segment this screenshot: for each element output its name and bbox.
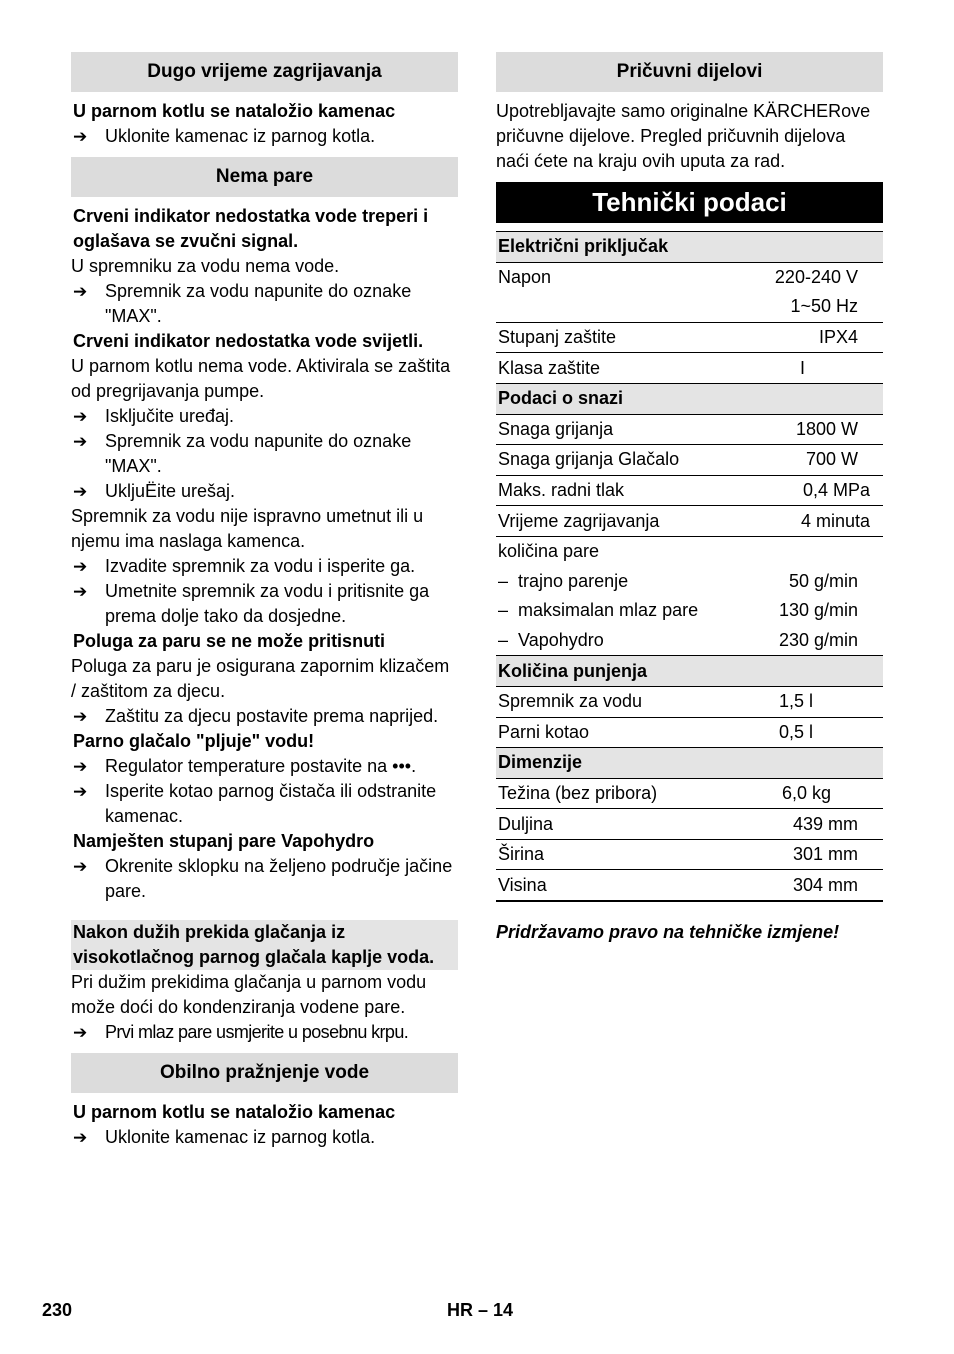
paragraph: U spremniku za vodu nema vode.: [71, 256, 340, 276]
table-row: Napon 220-240 V: [498, 266, 858, 287]
table-row: 1~50 Hz: [496, 292, 883, 322]
instruction-step: ➔ Regulator temperature postavite na •••.: [71, 754, 458, 779]
table-row: – trajno parenje 50 g/min: [498, 570, 858, 591]
instruction-step: ➔ Spremnik za vodu napunite do oznake "MAX".: [71, 429, 458, 479]
arrow-right-icon: ➔: [73, 432, 88, 451]
arrow-right-icon: ➔: [73, 282, 88, 301]
page-number: 230: [42, 1300, 73, 1320]
subheading: Poluga za paru se ne može pritisnuti: [73, 631, 386, 651]
arrow-right-icon: ➔: [73, 582, 88, 601]
instruction-step: ➔ Isperite kotao parnog čistača ili odstranite kamenac.: [71, 779, 458, 829]
instruction-step: ➔ Isključite uređaj.: [71, 404, 458, 429]
instruction-step: ➔ Okrenite sklopku na željeno područje jačine pare.: [71, 854, 458, 904]
table-row: Težina (bez pribora) 6,0 kg: [496, 778, 883, 809]
section-heading: Dugo vrijeme zagrijavanja: [71, 52, 458, 92]
instruction-step: ➔ Izvadite spremnik za vodu i isperite ga.: [71, 554, 458, 579]
table-row: Vrijeme zagrijavanja 4 minuta: [496, 506, 883, 537]
table-row: – Vapohydro 230 g/min: [496, 626, 883, 656]
table-row: količina pare: [498, 541, 600, 562]
tech-data-table: [496, 231, 883, 902]
arrow-right-icon: ➔: [73, 127, 88, 146]
paragraph: U parnom kotlu nema vode. Aktivirala se zaštita od pregrijavanja pumpe.: [71, 356, 451, 401]
table-category-row: Električni priključak: [496, 232, 883, 263]
table-row: Maks. radni tlak 0,4 MPa: [496, 475, 883, 506]
instruction-step: ➔ Uklonite kamenac iz parnog kotla.: [71, 124, 458, 149]
table-row: Spremnik za vodu 1,5 l: [496, 686, 883, 717]
arrow-right-icon: ➔: [73, 707, 88, 726]
arrow-right-icon: ➔: [73, 1128, 88, 1147]
table-row: Parni kotao 0,5 l: [496, 717, 883, 748]
subheading: Crveni indikator nedostatka vode treperi i oglašava se zvučni signal.: [73, 206, 429, 251]
subheading: Crveni indikator nedostatka vode svijetli.: [73, 331, 424, 351]
table-category-row: Količina punjenja: [496, 656, 883, 687]
subheading: U parnom kotlu se nataložio kamenac: [73, 101, 396, 121]
arrow-right-icon: ➔: [73, 1023, 88, 1042]
right-column: [496, 52, 883, 943]
table-row: Stupanj zaštite IPX4: [496, 322, 883, 353]
table-category-row: Dimenzije: [496, 748, 883, 779]
instruction-step: ➔ Prvi mlaz pare usmjerite u posebnu krpu.: [71, 1020, 458, 1045]
page-code: HR – 14: [447, 1300, 514, 1320]
section-heading: Obilno pražnjenje vode: [71, 1053, 458, 1093]
table-row: Klasa zaštite I: [496, 353, 883, 384]
arrow-right-icon: ➔: [73, 482, 88, 501]
disclaimer-note: Pridržavamo pravo na tehničke izmjene!: [496, 922, 840, 943]
arrow-right-icon: ➔: [73, 557, 88, 576]
table-row: Snaga grijanja 1800 W: [496, 414, 883, 445]
table-row: Širina 301 mm: [496, 839, 883, 870]
instruction-step: ➔ Spremnik za vodu napunite do oznake "MAX".: [71, 279, 458, 329]
left-column: [71, 52, 458, 1150]
instruction-step: ➔ UkljuËite urešaj.: [71, 479, 458, 504]
arrow-right-icon: ➔: [73, 857, 88, 876]
paragraph: Spremnik za vodu nije ispravno umetnut ili u njemu ima naslaga kamenca.: [71, 506, 424, 551]
paragraph: Pri dužim prekidima glačanja u parnom vodu može doći do kondenziranja vodene pare.: [71, 972, 427, 1017]
arrow-right-icon: ➔: [73, 782, 88, 801]
paragraph: Poluga za paru je osigurana zapornim klizačem / zaštitom za djecu.: [71, 656, 450, 701]
subheading: Namješten stupanj pare Vapohydro: [73, 831, 375, 851]
table-row: Snaga grijanja Glačalo 700 W: [496, 445, 883, 476]
chapter-heading: Tehnički podaci: [496, 182, 883, 223]
paragraph: Upotrebljavajte samo originalne KÄRCHERove pričuvne dijelove. Pregled pričuvnih dijelova naći ćete na kraju ovih uputa za rad.: [496, 101, 871, 171]
instruction-step: ➔ Zaštitu za djecu postavite prema naprijed.: [71, 704, 458, 729]
table-row: Visina 304 mm: [496, 870, 883, 901]
table-category-row: Podaci o snazi: [496, 383, 883, 414]
section-heading: Pričuvni dijelovi: [496, 52, 883, 92]
subheading: U parnom kotlu se nataložio kamenac: [73, 1102, 396, 1122]
subheading: Parno glačalo "pljuje" vodu!: [73, 731, 315, 751]
instruction-step: ➔ Umetnite spremnik za vodu i pritisnite ga prema dolje tako da dosjedne.: [71, 579, 458, 629]
table-row: Duljina 439 mm: [496, 809, 883, 840]
highlight-box: Nakon dužih prekida glačanja iz visokotlačnog parnog glačala kaplje voda.: [71, 920, 458, 970]
table-row: – maksimalan mlaz pare 130 g/min: [498, 600, 858, 621]
instruction-step: ➔ Uklonite kamenac iz parnog kotla.: [71, 1125, 458, 1150]
section-heading: Nema pare: [71, 157, 458, 197]
arrow-right-icon: ➔: [73, 407, 88, 426]
arrow-right-icon: ➔: [73, 757, 88, 776]
